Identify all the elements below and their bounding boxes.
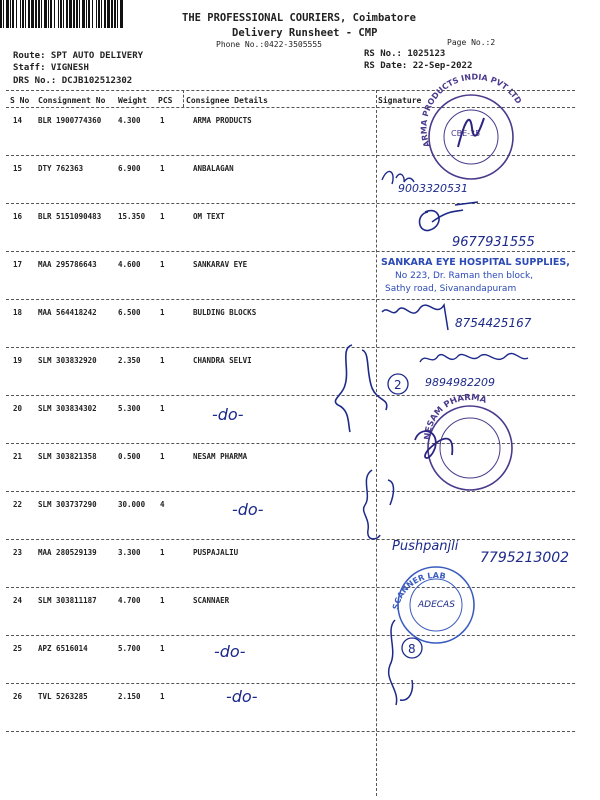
- ditto-row-20: -do-: [212, 405, 244, 424]
- document-subtitle: Delivery Runsheet - CMP: [232, 27, 378, 39]
- row-pcs: 1: [160, 356, 165, 365]
- col-header-signature: Signature: [378, 96, 422, 105]
- anbalagan-phone: 9003320531: [398, 182, 468, 195]
- row-weight: 6.900: [118, 164, 141, 173]
- row-pcs: 1: [160, 692, 165, 701]
- row-consignee: CHANDRA SELVI: [193, 356, 252, 365]
- scanner-stamp-center: ADECAS: [418, 600, 455, 610]
- row-weight: 2.150: [118, 692, 141, 701]
- phone-number: Phone No.:0422-3505555: [216, 40, 322, 49]
- row-pcs: 1: [160, 452, 165, 461]
- building-blocks-phone: 8754425167: [455, 316, 532, 330]
- row-weight: 4.600: [118, 260, 141, 269]
- row-pcs: 1: [160, 308, 165, 317]
- row-consignee: NESAM PHARMA: [193, 452, 248, 461]
- om-text-signature: [420, 202, 535, 250]
- anbalagan-signature: [382, 171, 468, 195]
- om-text-phone: 9677931555: [452, 235, 535, 250]
- ditto-row-26: -do-: [226, 687, 258, 706]
- sankara-stamp-line1: SANKARA EYE HOSPITAL SUPPLIES,: [381, 257, 570, 268]
- bracket-rows-19-20: [335, 345, 408, 432]
- row-sno: 14: [13, 116, 23, 125]
- puspajaliu-phone: 7795213002: [480, 550, 570, 566]
- row-consignee: BULDING BLOCKS: [193, 308, 257, 317]
- drs-number: DRS No.: DCJB102512302: [13, 76, 133, 86]
- row-sno: 22: [13, 500, 23, 509]
- row-pcs: 1: [160, 260, 165, 269]
- document-title: THE PROFESSIONAL COURIERS, Coimbatore: [182, 12, 416, 24]
- row-consignment: SLM 303737290: [38, 500, 97, 509]
- row-consignment: SLM 303811187: [38, 596, 97, 605]
- row-consignment: SLM 303832920: [38, 356, 97, 365]
- row-pcs: 1: [160, 404, 165, 413]
- row-pcs: 1: [160, 644, 165, 653]
- row-sno: 21: [13, 452, 23, 461]
- row-pcs: 1: [160, 116, 165, 125]
- sankara-stamp-line3: Sathy road, Sivanandapuram: [385, 284, 517, 294]
- row-weight: 5.700: [118, 644, 141, 653]
- row-sno: 24: [13, 596, 23, 605]
- staff-info: Staff: VIGNESH: [13, 63, 89, 73]
- row-pcs: 1: [160, 212, 165, 221]
- chandra-selvi-phone: 9894982209: [425, 376, 495, 389]
- row-consignment: BLR 5151090483: [38, 212, 102, 221]
- arma-products-stamp: [419, 73, 523, 179]
- row-weight: 2.350: [118, 356, 141, 365]
- rs-number: RS No.: 1025123: [364, 49, 446, 59]
- row-consignment: BLR 1900774360: [38, 116, 102, 125]
- row-consignee: SCANNAER: [193, 596, 230, 605]
- ditto-row-22: -do-: [232, 500, 264, 519]
- row-sno: 23: [13, 548, 23, 557]
- row-sno: 19: [13, 356, 23, 365]
- arma-stamp-city: CBE-35: [451, 129, 481, 138]
- row-consignee: SANKARAV EYE: [193, 260, 248, 269]
- sankara-eye-stamp: [381, 257, 570, 294]
- row-consignment: APZ 6516014: [38, 644, 88, 653]
- row-weight: 6.500: [118, 308, 141, 317]
- row-consignee: PUSPAJALIU: [193, 548, 239, 557]
- row-sno: 17: [13, 260, 23, 269]
- nesam-stamp-text: NESAM PHARMA: [422, 392, 488, 441]
- arma-stamp-text: ARMA PRODUCTS INDIA PVT LTD: [419, 72, 524, 149]
- col-header-pcs: PCS: [158, 96, 173, 105]
- row-sno: 18: [13, 308, 23, 317]
- col-header-consignee: Consignee Details: [186, 96, 268, 105]
- row-consignment: SLM 303821358: [38, 452, 97, 461]
- row-weight: 4.700: [118, 596, 141, 605]
- col-header-consignment: Consignment No: [38, 96, 106, 105]
- circled-number: 8: [408, 642, 416, 656]
- row-consignment: MAA 295786643: [38, 260, 97, 269]
- scanner-lab-stamp: [391, 567, 474, 643]
- chandra-selvi-signature: [420, 353, 528, 389]
- puspajaliu-name: Pushpanjli: [392, 539, 459, 554]
- sankara-stamp-line2: No 223, Dr. Raman then block,: [395, 271, 534, 281]
- row-pcs: 1: [160, 164, 165, 173]
- col-header-weight: Weight: [118, 96, 147, 105]
- nesam-pharma-stamp: [415, 393, 512, 490]
- bracket-row-22: [364, 470, 394, 539]
- row-pcs: 1: [160, 548, 165, 557]
- row-weight: 30.000: [118, 500, 146, 509]
- row-sno: 15: [13, 164, 23, 173]
- scanner-stamp-text: SCANNER LAB: [391, 570, 447, 611]
- row-consignment: DTY 762363: [38, 164, 84, 173]
- row-sno: 20: [13, 404, 23, 413]
- col-header-sno: S No: [10, 96, 30, 105]
- row-weight: 15.350: [118, 212, 146, 221]
- row-weight: 5.300: [118, 404, 141, 413]
- row-consignment: MAA 564418242: [38, 308, 97, 317]
- row-consignee: OM TEXT: [193, 212, 225, 221]
- route-info: Route: SPT AUTO DELIVERY: [13, 51, 144, 61]
- ditto-marks: [212, 405, 264, 706]
- row-sno: 26: [13, 692, 23, 701]
- bracket-rows-25-26: [389, 620, 422, 705]
- row-weight: 0.500: [118, 452, 141, 461]
- row-pcs: 4: [160, 500, 165, 509]
- puspajaliu-signature: [392, 539, 569, 566]
- row-consignment: MAA 280529139: [38, 548, 97, 557]
- row-consignment: SLM 303834302: [38, 404, 97, 413]
- ditto-row-25: -do-: [214, 642, 246, 661]
- circled-number: 2: [394, 378, 402, 392]
- row-consignment: TVL 5263285: [38, 692, 88, 701]
- row-pcs: 1: [160, 596, 165, 605]
- page-number: Page No.:2: [447, 38, 496, 47]
- row-consignee: ANBALAGAN: [193, 164, 234, 173]
- row-sno: 16: [13, 212, 23, 221]
- rs-date: RS Date: 22-Sep-2022: [364, 61, 473, 71]
- row-sno: 25: [13, 644, 23, 653]
- row-weight: 4.300: [118, 116, 141, 125]
- building-blocks-signature: [382, 305, 532, 330]
- row-consignee: ARMA PRODUCTS: [193, 116, 252, 125]
- row-weight: 3.300: [118, 548, 141, 557]
